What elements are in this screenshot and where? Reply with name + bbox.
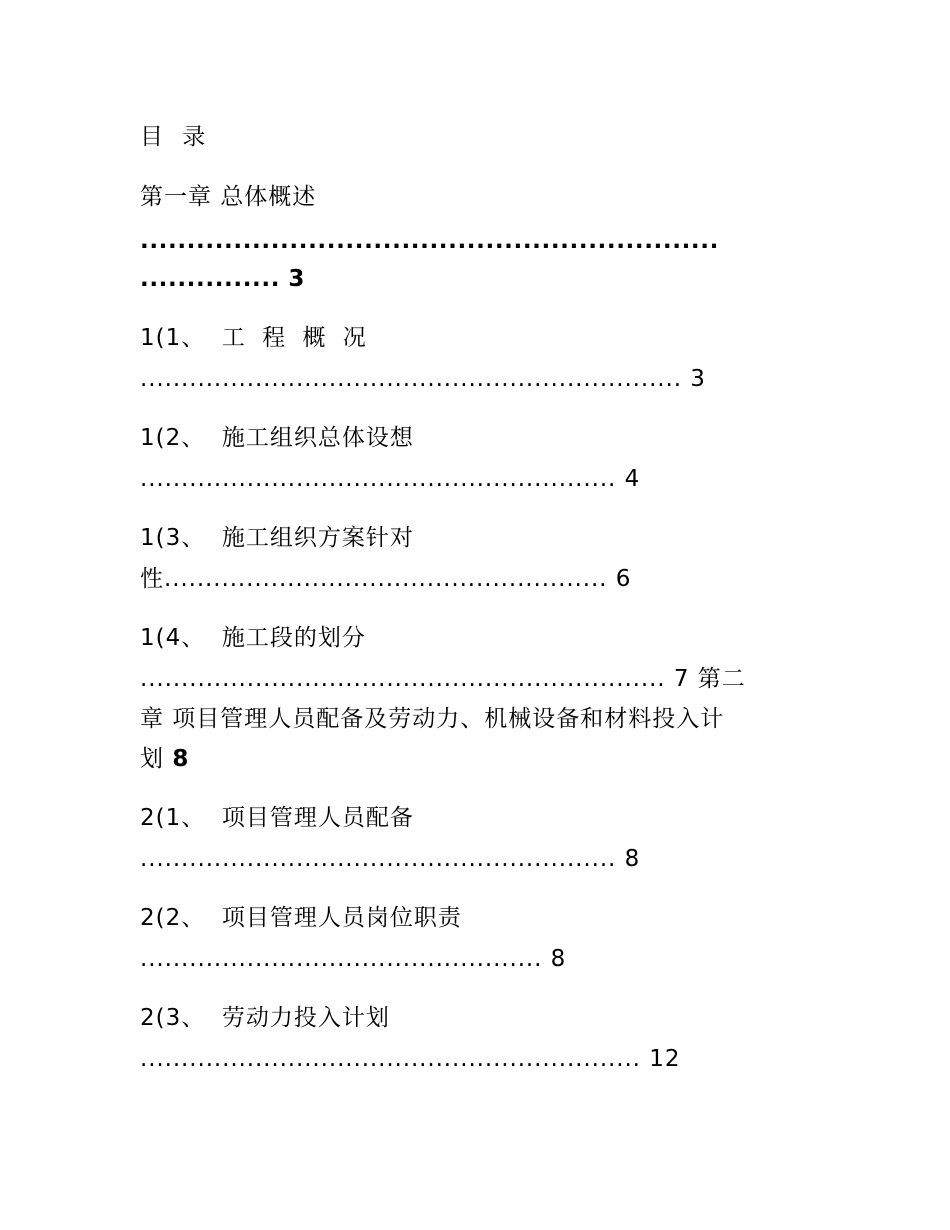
entry-title: 劳动力投入计划 (221, 1005, 390, 1031)
toc-entry-2-1 (140, 803, 414, 833)
leader-dots: ...................................................... (164, 566, 608, 592)
chapter2-title-last: 划 (140, 746, 164, 772)
chapter1-leader-dots-cont: ............... (140, 266, 281, 292)
entry-number: 2(3、 (140, 1005, 206, 1031)
entry-number: 1(4、 (140, 625, 206, 651)
entry-title: 项目管理人员配备 (221, 805, 414, 831)
toc-entry-1-2-leader (140, 464, 640, 494)
entry-number: 2(2、 (140, 905, 206, 931)
chapter1-leader-dots: .............................................................. (140, 228, 719, 254)
page-number: 7 (673, 666, 690, 692)
page-number: 6 (615, 566, 632, 592)
entry-title: 项目管理人员岗位职责 (221, 905, 462, 931)
page-number: 4 (624, 466, 641, 492)
chapter1-page-number: 3 (288, 266, 306, 292)
leader-dots: ................................................. (140, 946, 543, 972)
entry-title-cont: 性 (140, 566, 164, 592)
page-number: 8 (624, 846, 641, 872)
page-number: 12 (649, 1046, 681, 1072)
toc-entry-1-1-leader (140, 364, 706, 394)
leader-dots: .......................................................... (140, 846, 617, 872)
entry-number: 2(1、 (140, 805, 206, 831)
page-number: 8 (550, 946, 567, 972)
leader-dots: .................................................................. (140, 366, 682, 392)
page-number: 3 (690, 366, 706, 392)
chapter2-title-end (140, 744, 189, 774)
chapter2-title: 章 项目管理人员配备及劳动力、机械设备和材料投入计 (140, 706, 725, 732)
document-page (140, 0, 820, 1230)
toc-entry-2-2 (140, 903, 462, 933)
entry-number: 1(3、 (140, 525, 206, 551)
chapter1-title: 第一章 总体概述 (140, 184, 317, 210)
toc-entry-2-2-leader (140, 944, 566, 974)
entry-title: 施工段的划分 (221, 625, 366, 651)
toc-entry-1-1 (140, 323, 371, 353)
entry-number: 1(2、 (140, 425, 206, 451)
toc-entry-1-3 (140, 523, 414, 553)
entry-title: 施工组织总体设想 (221, 425, 414, 451)
entry-title: 工 程 概 况 (221, 325, 371, 351)
toc-entry-1-3-leader (140, 564, 631, 594)
leader-dots: .......................................................... (140, 466, 617, 492)
chapter1-leader-row (140, 264, 305, 294)
toc-entry-2-3 (140, 1003, 390, 1033)
toc-entry-1-4 (140, 623, 366, 653)
leader-dots: ................................................................ (140, 666, 666, 692)
toc-entry-2-1-leader (140, 844, 640, 874)
entry-title: 施工组织方案针对 (221, 525, 414, 551)
toc-title: 目 录 (140, 124, 212, 150)
entry-number: 1(1、 (140, 325, 206, 351)
leader-dots: ............................................................. (140, 1046, 641, 1072)
chapter2-title-start: 第二 (697, 666, 746, 692)
chapter2-page-number: 8 (172, 746, 190, 772)
toc-entry-1-4-leader (140, 664, 746, 694)
toc-entry-2-3-leader (140, 1044, 680, 1074)
toc-entry-1-2 (140, 423, 414, 453)
